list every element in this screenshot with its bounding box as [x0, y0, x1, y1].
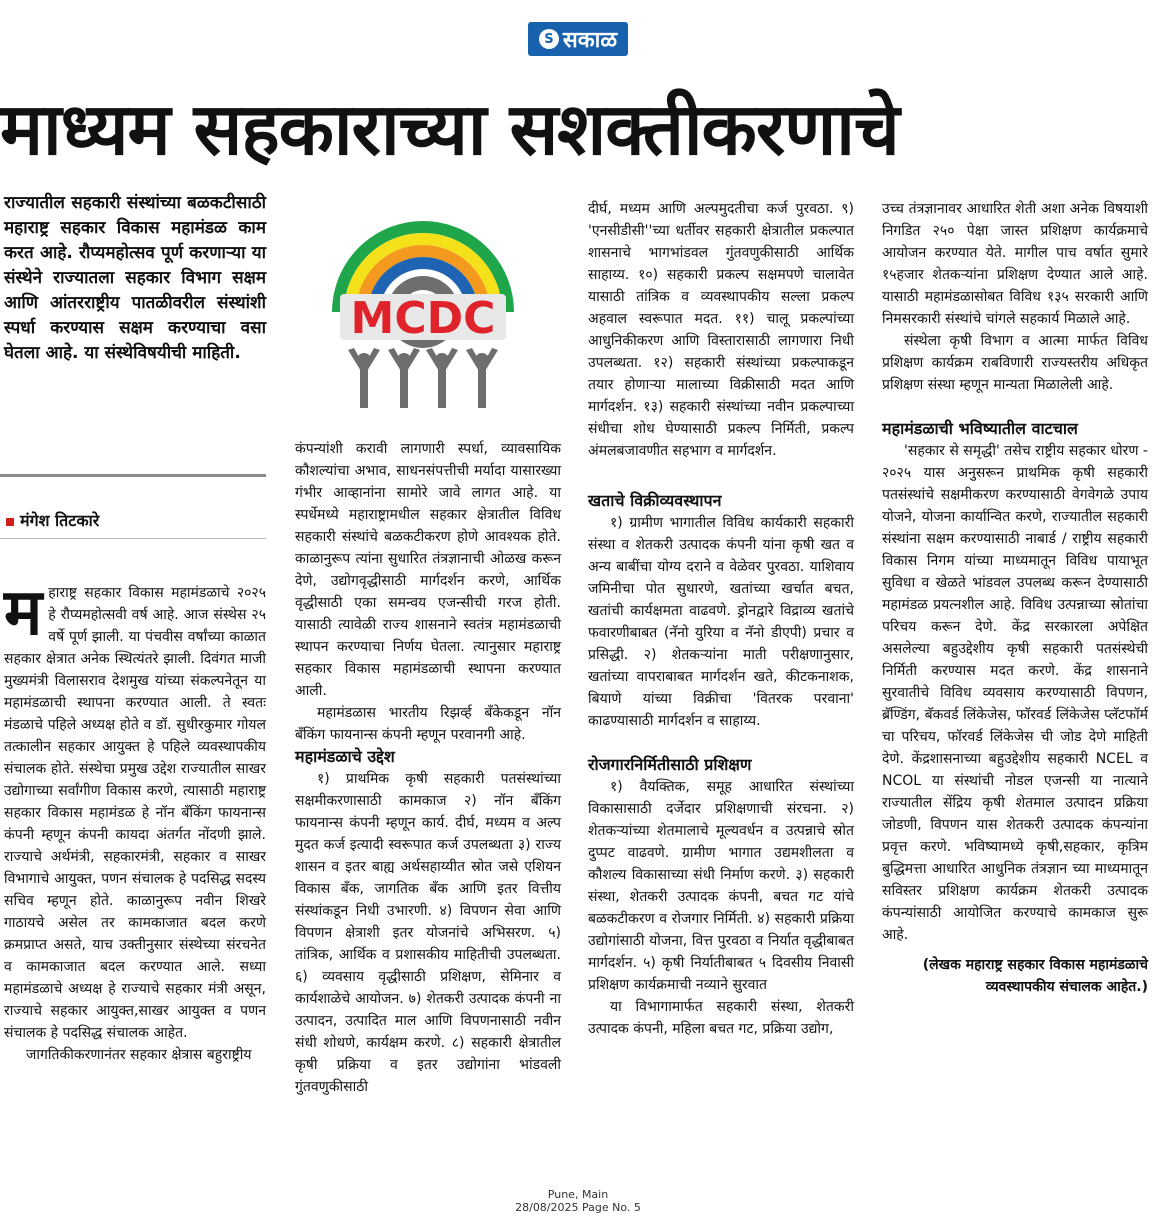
col2-paragraph-2: महामंडळास भारतीय रिझर्व्ह बँकेकडून नॉन बँकिंग फायनान्स कंपनी म्हणून परवानगी आहे.	[295, 705, 561, 743]
col4-paragraph-3: 'सहकार से समृद्धी' तसेच राष्ट्रीय सहकार धोरण - २०२५ यास अनुसरून प्राथमिक कृषी सहकारी पतसंस्थांचे सक्षमीकरण करण्यासाठी वेगवेगळे उपाय योजने, योजना कार्यान्वित करणे, राज्यातील सहकारी संस्थांना सक्षम करण्यासाठी नाबार्ड / राष्ट्रीय सहकारी विकास निगम यांच्या माध्यमातून विविध पायाभूत सुविधा व खेळते भांडवल उपलब्ध करून देण्यासाठी महामंडळ प्रयत्नशील आहे. विविध उत्पन्नाच्या स्रोतांचा परिचय करून देणे. केंद्र सरकारला अपेक्षित असलेल्या बहुउद्देशीय कृषी सहकारी पतसंस्थेची निर्मिती करण्यास मदत करणे. केंद्र शासनाने सुरवातीचे विविध व्यवसाय करण्यासाठी विपणन, ब्रॅण्डिंग, बॅकवर्ड लिंकेजेस, फॉरवर्ड लिंकेजेस प्लॅटफॉर्म चा परिचय, फॉरवर्ड लिंकेजेस ची जोड देणे माहिती देणे. केंद्रशासनाच्या बहुउद्देशीय सहकारी NCEL व NCOL या संस्थांची नोडल एजन्सी या नात्याने राज्यातील सेंद्रिय कृषी शेतमाल उत्पादन प्रक्रिया जोडणी, विपणन यास शेतकरी उत्पादक कंपन्यांना प्रवृत्त करणे. भविष्यामध्ये कृषी,सहकार, कृत्रिम बुद्धिमत्ता आधारित आधुनिक तंत्रज्ञान च्या माध्यमातून सविस्तर प्रशिक्षण कार्यक्रम शेतकरी उत्पादक कंपन्यांसाठी आयोजित करण्याचे कामकाज सुरू आहे.	[882, 443, 1148, 943]
col1-paragraph-2: जागतिकीकरणानंतर सहकार क्षेत्रास बहुराष्ट्रीय	[26, 1047, 252, 1063]
col3-paragraph-2: १) ग्रामीण भागातील विविध कार्यकारी सहकारी संस्था व शेतकरी उत्पादक कंपनी यांना कृषी खत व अन्य बाबींचा योग्य दराने व वेळेवर पुरवठा. याशिवाय जमिनीचा पोत सुधारणे, खतांच्या खर्चात बचत, खतांची कार्यक्षमता वाढवणे. ड्रोनद्वारे विद्राव्य खतांचे फवारणीबाबत (नॅनो युरिया व नॅनो डीएपी) प्रचार व प्रसिद्धी. २) शेतकऱ्यांना माती परीक्षणानुसार, खतांच्या वापराबाबत मार्गदर्शन खते, कीटकनाशक, बियाणे यांच्या विक्रीचा 'वितरक परवाना' काढण्यासाठी मार्गदर्शन व साहाय्य.	[588, 515, 854, 729]
author-note: (लेखक महाराष्ट्र सहकार विकास महामंडळाचे व्यवस्थापकीय संचालक आहेत.)	[922, 957, 1148, 995]
col4-paragraph-2: संस्थेला कृषी विभाग व आत्मा मार्फत विविध प्रशिक्षण कार्यक्रम राबविणारी राज्यस्तरीय अधिकृत प्रशिक्षण संस्था म्हणून मान्यता मिळालेली आहे.	[882, 333, 1148, 393]
mcdc-logo	[328, 200, 518, 432]
intro-text: राज्यातील सहकारी संस्थांच्या बळकटीसाठी महाराष्ट्र सहकार विकास महामंडळ काम करत आहे. रौप्यमहोत्सव पूर्ण करणाऱ्या या संस्थेने राज्यातला सहकार विभाग सक्षम आणि आंतरराष्ट्रीय पातळीवरील संस्थांशी स्पर्धा करण्यास सक्षम करण्याचा वसा घेतला आहे. या संस्थेविषयीची माहिती.	[4, 193, 266, 363]
col4-paragraph-1: उच्च तंत्रज्ञानावर आधारित शेती अशा अनेक विषयाशी निगडित २५० पेक्षा जास्त प्रशिक्षण कार्यक्रमाचे आयोजन करण्यात येते. मागील पाच वर्षात सुमारे १५हजार शेतकऱ्यांना प्रशिक्षण देण्यात आले आहे. यासाठी महामंडळासोबत विविध १३५ सरकारी आणि निमसरकारी संस्थांचे चांगले सहकार्य मिळाले आहे.	[882, 201, 1148, 327]
intro-block	[4, 191, 266, 366]
headline: माध्यम सहकाराच्या सशक्तीकरणाचे	[0, 87, 899, 171]
masthead-logo	[528, 22, 628, 56]
col2-paragraph-3: १) प्राथमिक कृषी सहकारी पतसंस्थांच्या सक्षमीकरणासाठी कामकाज २) नॉन बँकिंग फायनान्स कंपनी म्हणून कार्य. दीर्घ, मध्यम व अल्प मुदत कर्ज इत्यादी स्वरूपात कर्ज उपलब्धता ३) राज्य शासन व इतर बाह्य अर्थसहाय्यीत स्रोत जसे एशियन विकास बँक, जागतिक बँक आणि इतर वित्तीय संस्थांकडून निधी उभारणी. ४) विपणन सेवा आणि विपणन क्षेत्राशी इतर योजनांचे अभिसरण. ५) तांत्रिक, आर्थिक व प्रशासकीय माहितीची उपलब्धता. ६) व्यवसाय वृद्धीसाठी प्रशिक्षण, सेमिनार व कार्यशाळेचे आयोजन. ७) शेतकरी उत्पादक कंपनी ना उत्पादन, उत्पादित माल आणि विपणनासाठी नवीन संधी शोधणे, कार्यक्षम करणे. ८) सहकारी क्षेत्रातील कृषी प्रक्रिया व इतर उद्योगांना भांडवली गुंतवणुकीसाठी	[295, 771, 561, 1095]
col3-paragraph-3: १) वैयक्तिक, समूह आधारित संस्थांच्या विकासासाठी दर्जेदार प्रशिक्षणाची संरचना. २) शेतकऱ्यांच्या शेतमालाचे मूल्यवर्धन व उत्पन्नाचे स्रोत दुप्पट वाढवणे. ग्रामीण भागात उद्यमशीलता व कौशल्य विकासाच्या संधी निर्माण करणे. ३) सहकारी संस्था, शेतकरी उत्पादक कंपनी, बचत गट यांचे बळकटीकरण व रोजगार निर्मिती. ४) सहकारी प्रक्रिया उद्योगांसाठी योजना, वित्त पुरवठा व निर्यात वृद्धीबाबत मार्गदर्शन. ५) कृषी निर्यातीबाबत ५ दिवसीय निवासी प्रशिक्षण कार्यक्रमाची नव्याने सुरवात	[588, 779, 854, 993]
column-1	[4, 576, 266, 1066]
byline: मंगेश तिटकारे	[6, 509, 99, 531]
drop-cap: म	[4, 576, 43, 650]
col3-heading-fertilizer: खताचे विक्रीव्यवस्थापन	[588, 491, 722, 510]
column-3	[588, 198, 854, 1040]
col2-paragraph-1: कंपन्यांशी करावी लागणारी स्पर्धा, व्यावसायिक कौशल्यांचा अभाव, साधनसंपत्तीची मर्यादा यासारख्या गंभीर आव्हानांना सामोरे जावे लागत आहे. या स्पर्धेमध्ये महाराष्ट्रामधील सहकार क्षेत्रातील विविध सहकारी संस्थांचे बळकटीकरण होणे आवश्यक होते. काळानुरूप त्यांना सुधारित तंत्रज्ञानाची ओळख करून देणे, उद्योगवृद्धीसाठी मार्गदर्शन करणे, आर्थिक वृद्धीसाठी एका समन्वय एजन्सीची गरज होती. यासाठी त्यावेळी राज्य शासनाने स्वतंत्र महामंडळाची स्थापन करण्याचा निर्णय घेतला. त्यानुसार महाराष्ट्र सहकार विकास महामंडळाची स्थापना करण्यात आली.	[295, 441, 561, 699]
col3-heading-training: रोजगारनिर्मितीसाठी प्रशिक्षण	[588, 755, 752, 774]
column-2	[295, 438, 561, 1098]
col2-heading-objectives: महामंडळाचे उद्देश	[295, 747, 395, 766]
byline-rule	[0, 538, 266, 539]
col3-paragraph-4: या विभागामार्फत सहकारी संस्था, शेतकरी उत्पादक कंपनी, महिला बचत गट, प्रक्रिया उद्योग,	[588, 999, 854, 1037]
col3-paragraph-1: दीर्घ, मध्यम आणि अल्पमुदतीचा कर्ज पुरवठा. ९) 'एनसीडीसी''च्या धर्तीवर सहकारी क्षेत्रातील प्रकल्पात शासनाचे भागभांडवल गुंतवणुकीसाठी आर्थिक साहाय्य. १०) सहकारी प्रकल्प सक्षमपणे चालावेत यासाठी तांत्रिक व व्यवस्थापकीय सल्ला प्रकल्प अहवाल स्वरूपात मदत. ११) चालू प्रकल्पांच्या आधुनिकीकरण आणि विस्तारासाठी लागणारा निधी उपलब्धता. १२) सहकारी संस्थांच्या प्रकल्पाकडून तयार होणाऱ्या मालाच्या विक्रीसाठी मदत आणि मार्गदर्शन. १३) सहकारी संस्थांच्या नवीन प्रकल्पाच्या संधीचा शोध घेण्यासाठी प्रकल्प निर्मिती, प्रकल्प अंमलबजावणीत सहभाग व मार्गदर्शन.	[588, 201, 854, 459]
logo-text: MCDC	[350, 293, 496, 344]
sakal-emblem-icon: S	[539, 29, 559, 49]
footer-date-page: 28/08/2025 Page No. 5	[515, 1201, 641, 1214]
masthead-name: सकाळ	[562, 28, 618, 53]
col4-heading-future: महामंडळाची भविष्यातील वाटचाल	[882, 419, 1078, 438]
col1-paragraph-1: हाराष्ट्र सहकार विकास महामंडळाचे २०२५ हे रौप्यमहोत्सवी वर्ष आहे. आज संस्थेस २५ वर्षे पूर्ण झाली. या पंचवीस वर्षांच्या काळात सहकार क्षेत्रात अनेक स्थित्यंतरे झाली. दिवंगत माजी मुख्यमंत्री विलासराव देशमुख यांच्या संकल्पनेतून या महामंडळाची स्थापना करण्यात आली. ते स्वतः मंडळाचे पहिले अध्यक्ष होते व डॉ. सुधीरकुमार गोयल तत्कालीन सहकार आयुक्त हे पहिले व्यवस्थापकीय संचालक होते. संस्थेचा प्रमुख उद्देश राज्यातील साखर उद्योगाच्या सर्वांगीण विकास करणे, त्यासाठी महाराष्ट्र सहकार विकास महामंडळ हे नॉन बँकिंग फायनान्स कंपनी म्हणून कंपनी कायदा अंतर्गत नोंदणी झाले. राज्याचे अर्थमंत्री, सहकारमंत्री, सहकार व साखर विभागाचे आयुक्त, पणन संचालक हे पदसिद्ध सदस्य सचिव म्हणून होते. काळानुरूप नवीन शिखरे गाठायचे असेल तर कामकाजात बदल करणे क्रमप्राप्त असते, याच उक्तीनुसार संस्थेच्या संरचनेत व कामकाजात बदल करण्यात आले. सध्या महामंडळाचे अध्यक्ष हे राज्याचे सहकार मंत्री असून, राज्याचे सहकार आयुक्त,साखर आयुक्त व पणन संचालक हे पदसिद्ध संचालक आहेत.	[4, 585, 266, 1041]
column-4	[882, 198, 1148, 998]
intro-rule	[0, 474, 266, 477]
footer-edition: Pune, Main	[547, 1188, 609, 1201]
logo-people-icon	[348, 348, 498, 408]
